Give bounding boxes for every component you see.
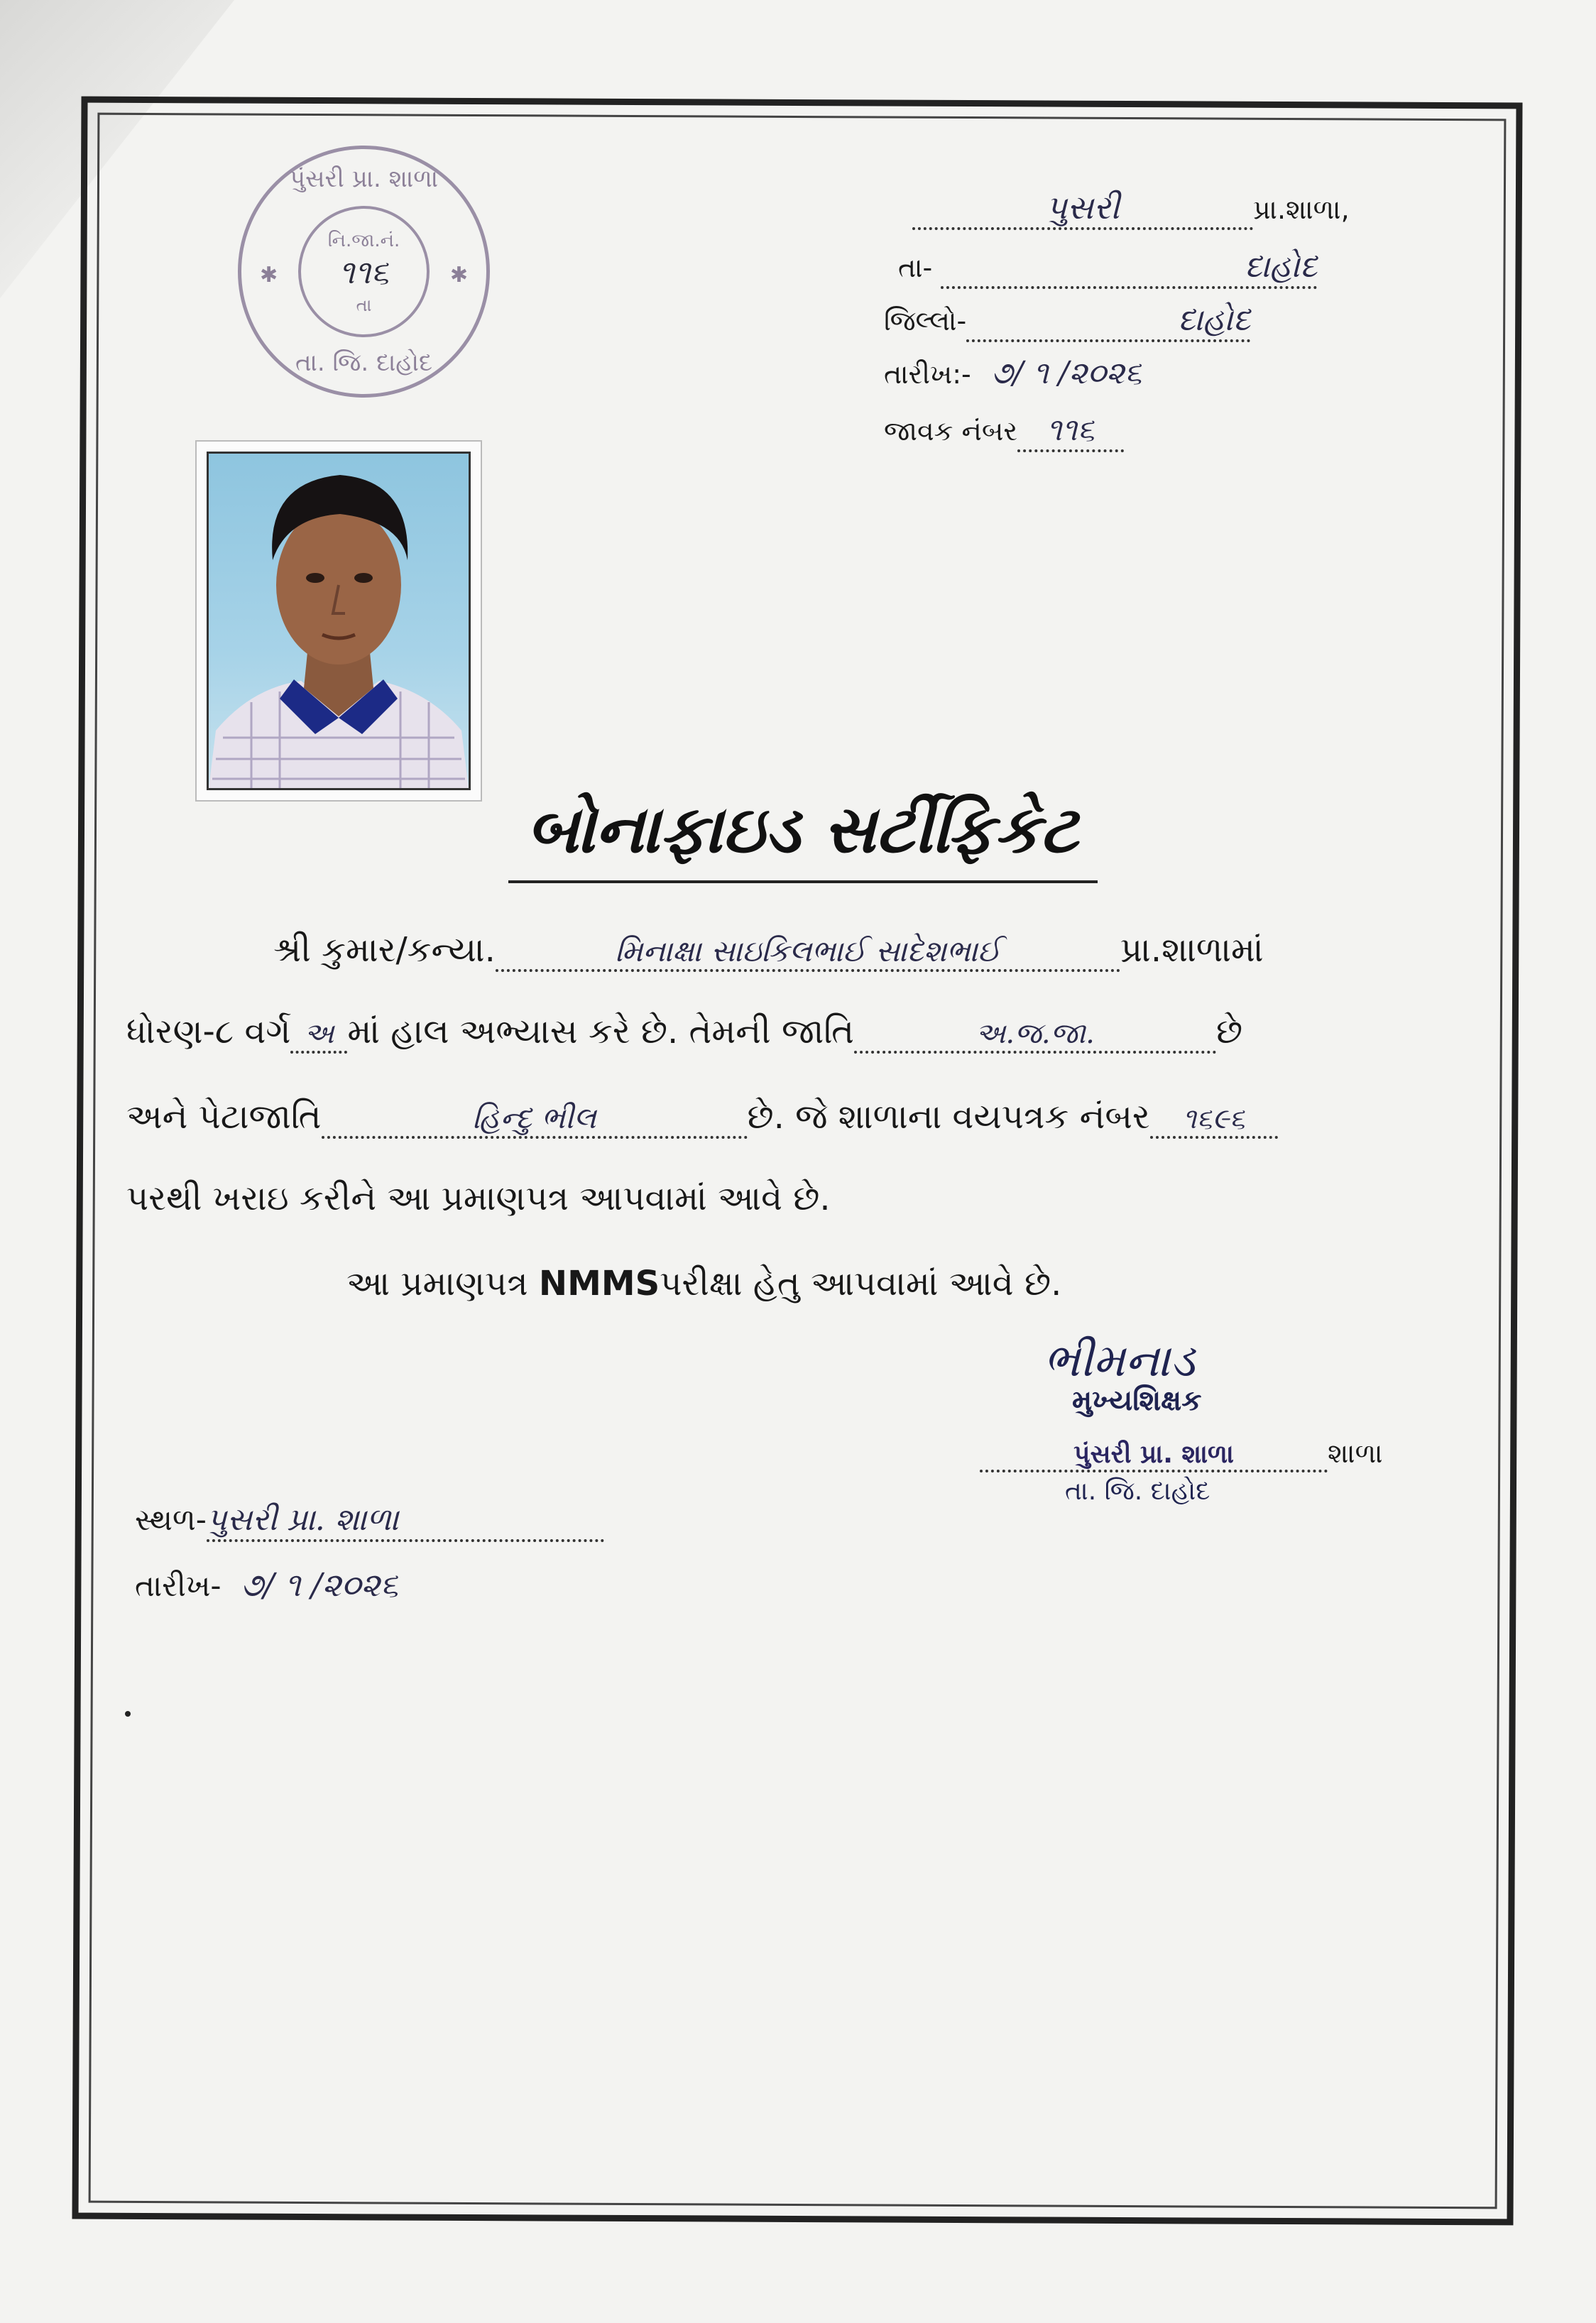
signature-school-suffix: શાળા — [1328, 1438, 1383, 1469]
header-outward-value: ૧૧૬ — [1017, 412, 1124, 452]
body-line2-prefix: ધોરણ-૮ વર્ગ — [126, 1012, 291, 1051]
seal-mid-label: નિ.જા.નં. — [327, 230, 400, 251]
header-outward-line — [884, 412, 1124, 452]
headmaster-signature: ભીમનાડ — [1044, 1335, 1196, 1387]
footer-place-label: સ્થળ- — [135, 1502, 207, 1537]
header-taluka-value: દાહોદ — [941, 248, 1317, 289]
body-line-5 — [346, 1264, 1061, 1304]
register-number-value: ૧૬૯૬ — [1150, 1102, 1278, 1139]
class-value: અ — [290, 1017, 347, 1054]
seal-top-text: પુંસરી પ્રા. શાળા — [289, 165, 439, 193]
exam-name: NMMS — [538, 1264, 660, 1303]
signature-stamp-school: પુંસરી પ્રા. શાળા — [980, 1439, 1328, 1472]
certificate-inner-border — [89, 113, 1507, 2209]
certificate-border — [72, 97, 1522, 2226]
header-school-line — [912, 188, 1350, 230]
footer-date-value: ૭/ ૧ /૨૦૨૬ — [240, 1565, 399, 1604]
body-line-3 — [126, 1097, 1278, 1139]
school-seal — [238, 146, 490, 398]
seal-star-right-icon: ✱ — [449, 263, 468, 288]
title-underline — [508, 880, 1098, 883]
header-taluka-line — [898, 248, 1317, 289]
body-line-2 — [126, 1012, 1242, 1054]
body-line3-mid: છે. જે શાળાના વયપત્રક નંબર — [747, 1097, 1150, 1137]
seal-star-left-icon: ✱ — [260, 263, 278, 288]
body-line-1 — [273, 930, 1264, 972]
header-district-line — [884, 302, 1250, 342]
footer-place-value: પુસરી પ્રા. શાળા — [207, 1502, 604, 1542]
header-date-line — [884, 355, 1142, 391]
ink-dot — [125, 1711, 131, 1717]
caste-value: અ.જ.જા. — [854, 1017, 1216, 1054]
footer-date-label: તારીખ- — [135, 1568, 222, 1603]
header-outward-label: જાવક નંબર — [884, 415, 1018, 447]
seal-inner-ring — [298, 206, 430, 337]
header-taluka-label: તા- — [898, 252, 933, 283]
header-district-value: દાહોદ — [966, 302, 1250, 342]
signature-stamp-place: તા. જિ. દાહોદ — [1065, 1477, 1210, 1506]
student-photo — [207, 452, 471, 790]
seal-ta-label: તા — [356, 295, 372, 315]
signature-school-line — [980, 1438, 1383, 1472]
body-line5-suffix: પરીક્ષા હેતુ આપવામાં આવે છે. — [660, 1264, 1062, 1303]
header-date-value: ૭/ ૧ /૨૦૨૬ — [990, 355, 1142, 391]
signature-role: મુખ્યશિક્ષક — [1072, 1384, 1202, 1417]
student-portrait-image — [209, 454, 469, 788]
footer-date-line — [135, 1565, 398, 1605]
body-line1-prefix: શ્રી કુમાર/કન્યા. — [273, 930, 496, 970]
student-photo-frame — [195, 440, 482, 802]
header-district-label: જિલ્લો- — [884, 305, 967, 337]
header-school-value: પુસરી — [912, 188, 1253, 230]
body-line2-suffix: છે — [1215, 1012, 1243, 1051]
body-line1-suffix: પ્રા.શાળામાં — [1120, 930, 1264, 970]
header-date-label: તારીખ:- — [884, 359, 971, 390]
body-line3-prefix: અને પેટાજાતિ — [126, 1097, 322, 1137]
footer-place-line — [135, 1502, 604, 1542]
body-line2-mid: માં હાલ અભ્યાસ કરે છે. તેમની જાતિ — [347, 1012, 854, 1051]
body-line5-prefix: આ પ્રમાણપત્ર — [346, 1264, 528, 1303]
student-name-value: મિનાક્ષા સાઇકિલભાઈ સાદેશભાઈ — [496, 934, 1120, 972]
seal-bottom-text: તા. જિ. દાહોદ — [295, 349, 432, 377]
header-school-suffix: પ્રા.શાળા, — [1253, 194, 1350, 225]
certificate-title: બોનાફાઇડ સર્ટીફિકેટ — [526, 792, 1078, 868]
subcaste-value: હિન્દુ ભીલ — [322, 1100, 748, 1139]
seal-number: ૧૧૬ — [339, 253, 389, 291]
body-line-4: પરથી ખરાઇ કરીને આ પ્રમાણપત્ર આપવામાં આવે છે. — [126, 1179, 831, 1218]
